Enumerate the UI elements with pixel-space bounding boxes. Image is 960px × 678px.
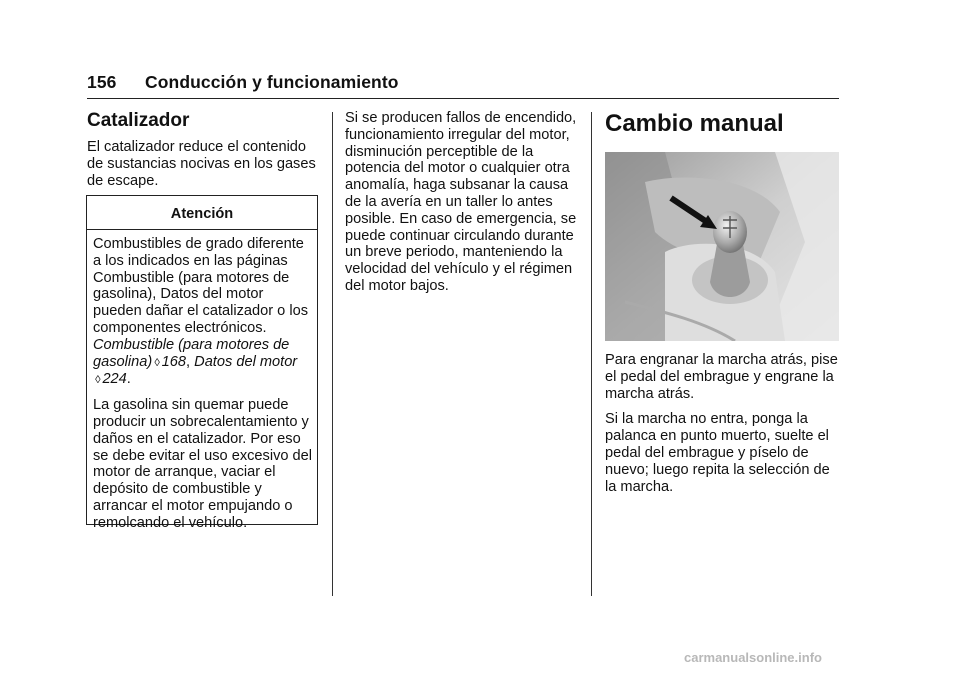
intro-text: El catalizador reduce el contenido de sustancias nocivas en los gases de escape. — [87, 139, 316, 189]
warning-paragraph-2: La gasolina sin quemar puede producir un sobrecalentamiento y daños en el catalizador. Por eso se debe evitar el uso excesivo del motor de arranque, vaciar el depósito de combustible y arrancar el motor empujando o remolcando el vehículo. — [93, 397, 313, 531]
section-heading-catalizador: Catalizador — [87, 110, 190, 131]
intro-paragraph — [87, 139, 323, 198]
right-column-text — [605, 352, 841, 504]
gear-shift-illustration — [605, 152, 839, 341]
warning-box — [86, 195, 318, 531]
section-title: Conducción y funcionamiento — [145, 72, 399, 92]
reference-fuel-page: 168 — [161, 353, 187, 370]
gear-retry-paragraph: Si la marcha no entra, ponga la palanca en punto muerto, suelte el pedal del embrague y píselo de nuevo; luego repita la selección de la marcha. — [605, 411, 830, 495]
column-divider-left — [332, 112, 333, 596]
section-heading-cambio-manual: Cambio manual — [605, 110, 784, 137]
page-header — [87, 72, 399, 93]
warning-paragraph-1-text: Combustibles de grado diferente a los indicados en las páginas Combustible (para motores de gasolina), Datos del motor pueden dañar el catalizador o los componentes electrónicos. — [93, 236, 309, 336]
reference-engine-page: 224 — [102, 371, 127, 388]
reference-engine-title: Datos del motor — [194, 353, 298, 370]
warning-body — [93, 236, 315, 540]
middle-column — [345, 110, 581, 304]
reference-separator: , — [186, 353, 191, 370]
warning-paragraph-1 — [93, 236, 315, 389]
header-divider — [87, 98, 839, 99]
page-number: 156 — [87, 72, 117, 92]
watermark: carmanualsonline.info — [684, 650, 822, 665]
warning-title: Atención — [170, 206, 234, 222]
reference-fuel-title: Combustible (para motores de gasolina) — [93, 336, 290, 370]
reverse-gear-paragraph: Para engranar la marcha atrás, pise el pedal del embrague y engrane la marcha atrás. — [605, 352, 838, 402]
page-ref-arrow-icon: ◊ — [154, 356, 160, 369]
reference-end: . — [126, 371, 131, 388]
warning-divider — [87, 229, 317, 230]
misfire-paragraph: Si se producen fallos de encendido, funcionamiento irregular del motor, disminución perceptible de la potencia del motor o cualquier otra anomalía, haga subsanar la causa de la avería en un taller lo antes posible. En caso de emergencia, se puede continuar circulando durante un breve periodo, manteniendo la velocidad del vehículo y el régimen del motor bajos. — [345, 110, 577, 294]
page-ref-arrow-icon: ◊ — [95, 374, 101, 387]
column-divider-right — [591, 112, 592, 596]
